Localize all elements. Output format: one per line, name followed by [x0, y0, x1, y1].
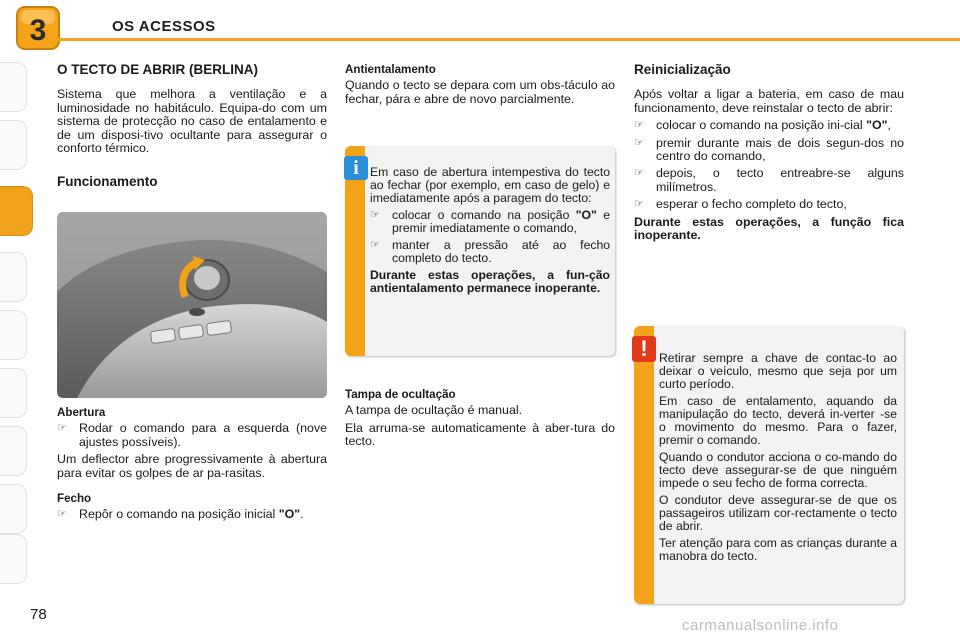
- anti-pinch-text: Quando o tecto se depara com um obs-táculo ao fechar, pára e abre de novo parcialmente.: [345, 78, 615, 106]
- chapter-tab-7[interactable]: [0, 426, 27, 476]
- chapter-tab-9[interactable]: [0, 534, 27, 584]
- reset-intro: Após voltar a ligar a bateria, em caso de mau funcionamento, deve reinstalar o tecto de abrir:: [634, 87, 904, 115]
- right-column: [634, 63, 904, 246]
- left-column: [57, 63, 327, 189]
- blind-text-2: Ela arruma-se automaticamente à aber-tura do tecto.: [345, 420, 615, 449]
- chapter-tab-3-active[interactable]: [0, 186, 33, 236]
- info-step-2: ☞ manter a pressão até ao fecho completo do tecto.: [370, 238, 610, 265]
- opening-step-text: Rodar o comando para a esquerda (nove ajustes possíveis).: [79, 421, 327, 449]
- warning-box: [634, 326, 904, 604]
- page-title: OS ACESSOS: [112, 18, 216, 35]
- info-box: [345, 146, 615, 356]
- info-box-content: [370, 166, 610, 299]
- functioning-heading: Funcionamento: [57, 174, 158, 190]
- chapter-tab-5[interactable]: [0, 310, 27, 360]
- reset-step-4: ☞ esperar o fecho completo do tecto,: [634, 197, 847, 212]
- warning-box-bar: [634, 326, 654, 604]
- warning-p3: Quando o condutor acciona o co-mando do tecto deve assegurar-se de que ninguém impede o seu fecho de forma correcta.: [659, 450, 897, 490]
- reset-note: Durante estas operações, a função fica inoperante.: [634, 214, 904, 243]
- reset-step-3: ☞ depois, o tecto entreabre-se alguns milímetros.: [634, 166, 904, 194]
- left-column-lower: [57, 406, 327, 526]
- pointer-icon: ☞: [370, 209, 380, 221]
- chapter-tab-8[interactable]: [0, 484, 27, 534]
- chapter-tab-2[interactable]: [0, 120, 27, 170]
- chapter-tab-1[interactable]: [0, 62, 27, 112]
- blind-heading: Tampa de ocultação: [345, 388, 456, 401]
- anti-pinch-heading: Antientalamento: [345, 63, 436, 76]
- pointer-icon: ☞: [57, 508, 67, 521]
- sunroof-control-illustration: [57, 212, 327, 398]
- reset-step-1: ☞ colocar o comando na posição ini-cial "O",: [634, 118, 891, 133]
- pointer-icon: ☞: [634, 119, 644, 132]
- warning-box-content: [659, 352, 897, 567]
- pointer-icon: ☞: [370, 239, 380, 251]
- opening-note: Um deflector abre progressivamente à abertura para evitar os golpes de ar pa-rasitas.: [57, 452, 327, 480]
- info-icon: i: [344, 156, 368, 180]
- opening-step: [57, 422, 327, 449]
- warning-p4: O condutor deve assegurar-se de que os passageiros utilizam cor-rectamente o tecto de abrir.: [659, 493, 897, 533]
- reset-step-2: ☞ premir durante mais de dois segun-dos no centro do comando,: [634, 135, 904, 164]
- chapter-badge: [14, 4, 62, 52]
- pointer-icon: ☞: [634, 198, 644, 211]
- info-box-intro: Em caso de abertura intempestiva do tecto ao fechar (por exemplo, em caso de gelo) e imediatamente após a paragem do tecto:: [370, 165, 610, 205]
- header-rule: [55, 38, 960, 41]
- pointer-icon: ☞: [57, 422, 67, 435]
- warning-p5: Ter atenção para com as crianças durante a manobra do tecto.: [659, 536, 897, 563]
- page-header: [0, 0, 960, 50]
- watermark: carmanualsonline.info: [682, 617, 839, 634]
- chapter-tabs: [0, 62, 34, 582]
- blind-text-1: A tampa de ocultação é manual.: [345, 403, 523, 418]
- warning-p1: Retirar sempre a chave de contac-to ao deixar o veículo, mesmo que seja por um curto período.: [659, 351, 897, 391]
- pointer-icon: ☞: [634, 136, 644, 149]
- middle-column-lower: [345, 388, 615, 453]
- page-number: 78: [30, 606, 47, 623]
- info-box-note: Durante estas operações, a fun-ção antientalamento permanece inoperante.: [370, 268, 610, 295]
- middle-column: [345, 63, 615, 110]
- opening-heading: Abertura: [57, 406, 106, 419]
- chapter-tab-6[interactable]: [0, 368, 27, 418]
- reset-heading: Reinicialização: [634, 62, 731, 77]
- chapter-number: 3: [29, 14, 47, 47]
- closing-step: [57, 508, 327, 521]
- warning-icon: !: [632, 336, 656, 362]
- closing-heading: Fecho: [57, 492, 92, 506]
- chapter-tab-4[interactable]: [0, 252, 27, 302]
- info-step-1: ☞ colocar o comando na posição "O" e premir imediatamente o comando,: [370, 208, 610, 235]
- intro-paragraph: Sistema que melhora a ventilação e a luminosidade no habitáculo. Equipa-do com um sistema de protecção no caso de entalamento e de um disposi-tivo ocultante para assegurar o conforto térmico.: [57, 87, 327, 156]
- pointer-icon: ☞: [634, 167, 644, 180]
- section-title-sunroof: O TECTO DE ABRIR (BERLINA): [57, 62, 258, 77]
- closing-step-text: Repôr o comando na posição inicial "O".: [79, 507, 304, 522]
- warning-p2: Em caso de entalamento, aquando da manipulação do tecto, deverá in-verter -se o movimento do mesmo. Para o fazer, premir o comando.: [659, 394, 897, 447]
